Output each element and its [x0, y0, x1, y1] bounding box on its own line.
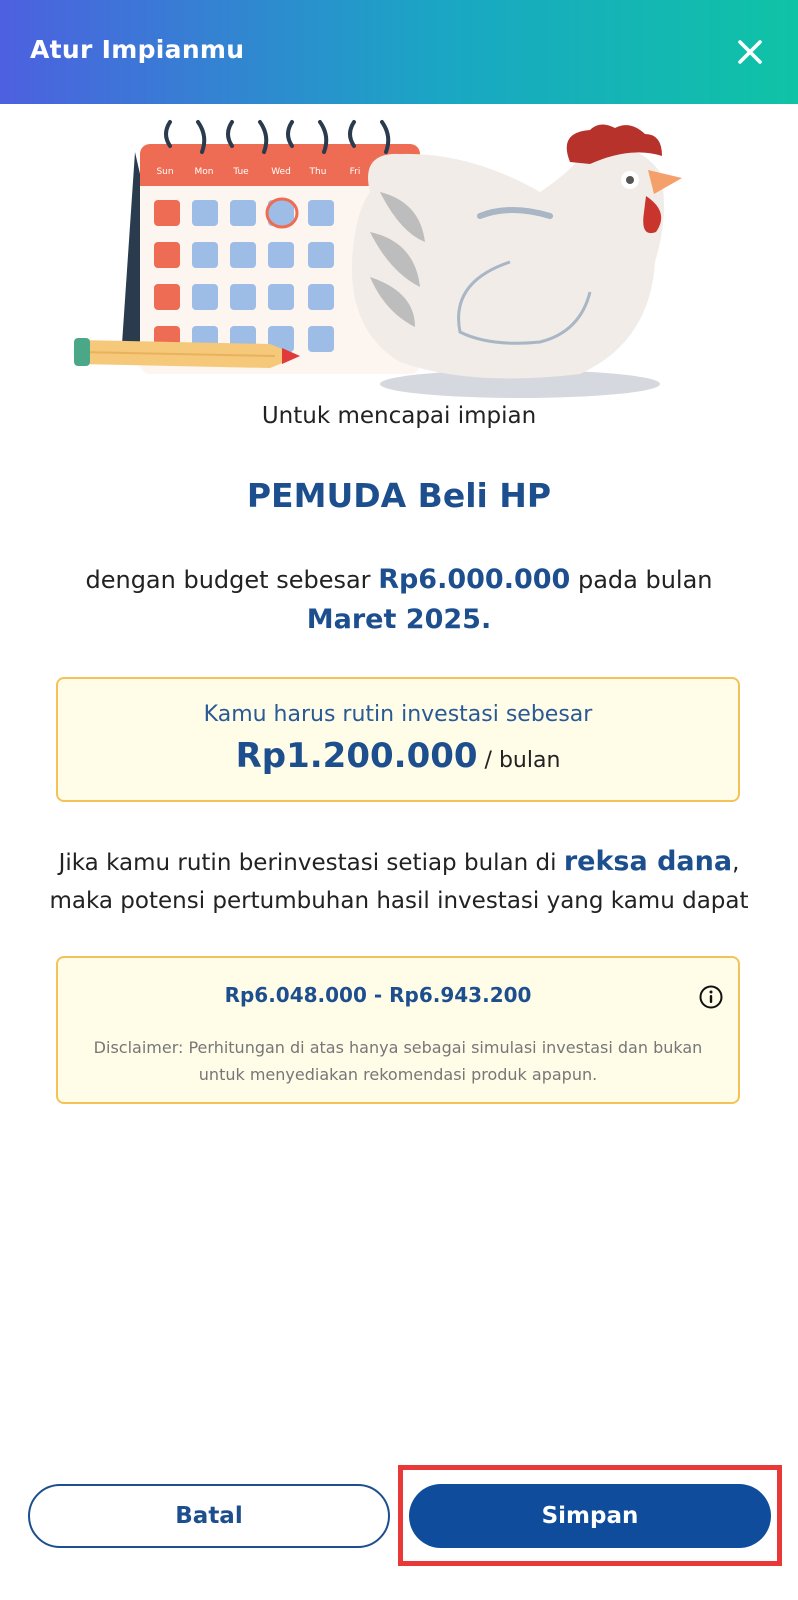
investment-line-1-suffix: , [732, 850, 740, 876]
dream-title: PEMUDA Beli HP [246, 476, 552, 515]
chicken-piggy-bank-icon [349, 124, 682, 398]
day-label: Sun [156, 167, 174, 177]
monthly-investment-value [58, 736, 738, 776]
product-name: reksa dana [563, 846, 733, 877]
cancel-button[interactable]: Batal [28, 1484, 390, 1548]
close-icon[interactable] [734, 36, 766, 68]
calendar-chicken-illustration [70, 112, 710, 408]
investment-line-2: maka potensi pertumbuhan hasil investasi yang kamu dapat [49, 888, 749, 914]
disclaimer-text: Disclaimer: Perhitungan di atas hanya sebagai simulasi investasi dan bukan untuk menyediakan rekomendasi produk apapun. [93, 1038, 703, 1084]
header-bar [0, 0, 798, 104]
intro-text: Untuk mencapai impian [261, 403, 537, 429]
day-label: Fri [349, 167, 361, 177]
projection-range: Rp6.048.000 - Rp6.943.200 [224, 983, 532, 1007]
monthly-investment-amount: Rp1.200.000 [235, 736, 478, 776]
info-icon[interactable] [698, 984, 724, 1010]
monthly-investment-box [56, 677, 740, 802]
day-label: Thu [309, 167, 327, 177]
header-title: Atur Impianmu [30, 35, 245, 64]
monthly-investment-period: / bulan [484, 748, 561, 773]
monthly-investment-label: Kamu harus rutin investasi sebesar [203, 702, 593, 727]
target-date: Maret 2025. [306, 604, 492, 635]
budget-prefix: dengan budget sebesar [85, 566, 371, 594]
budget-text [0, 560, 798, 640]
investment-line-1 [0, 843, 798, 882]
investment-line-1-text: Jika kamu rutin berinvestasi setiap bulan di [58, 850, 557, 876]
investment-description [0, 843, 798, 920]
projection-box [56, 956, 740, 1104]
save-button-highlight [398, 1465, 782, 1566]
day-label: Mon [194, 167, 214, 177]
budget-amount: Rp6.000.000 [378, 564, 571, 595]
budget-middle: pada bulan [577, 566, 713, 594]
save-button[interactable]: Simpan [409, 1484, 771, 1548]
day-label: Tue [233, 167, 249, 177]
day-label: Wed [271, 167, 291, 177]
